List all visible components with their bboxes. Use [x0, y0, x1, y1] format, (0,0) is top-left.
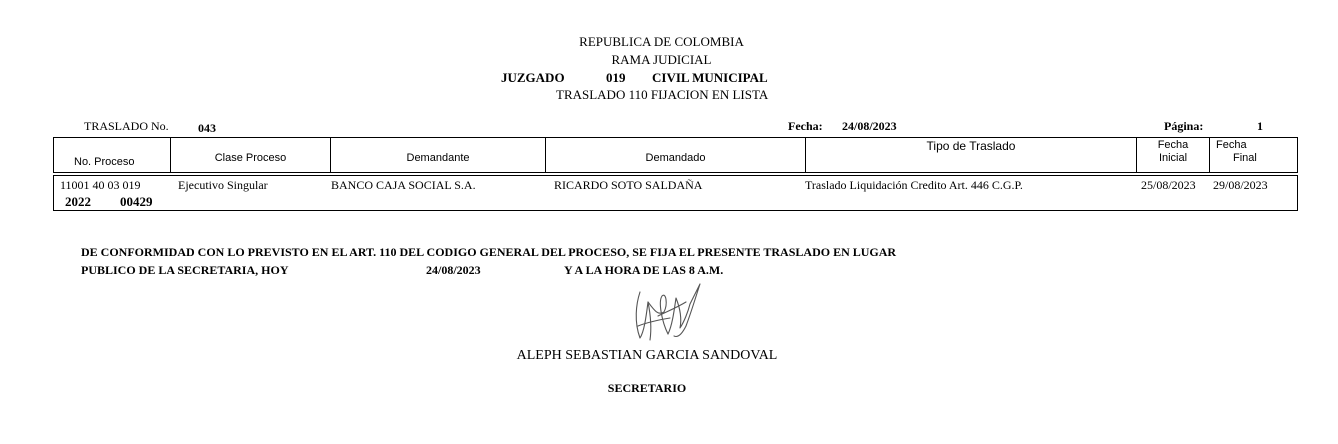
- cell-clase-proceso: Ejecutivo Singular: [178, 178, 268, 192]
- signature-image: [628, 282, 704, 344]
- notice-line-1: DE CONFORMIDAD CON LO PREVISTO EN EL ART. 110 DEL CODIGO GENERAL DEL PROCESO, SE FIJA EL PRESENTE TRASLADO EN LUGAR: [81, 245, 897, 259]
- column-header-demandado: Demandado: [645, 152, 706, 164]
- column-header-demandante: Demandante: [406, 152, 470, 164]
- traslado-number-value: 043: [198, 121, 216, 135]
- cell-fecha-final: 29/08/2023: [1213, 178, 1268, 192]
- signer-name: ALEPH SEBASTIAN GARCIA SANDOVAL: [516, 348, 778, 363]
- column-header-fecha-final-line2: Final: [1233, 152, 1257, 164]
- pagina-value: 1: [1257, 119, 1263, 133]
- notice-line-2-start: PUBLICO DE LA SECRETARIA, HOY: [81, 263, 289, 277]
- header-juzgado-type: CIVIL MUNICIPAL: [652, 70, 768, 85]
- cell-demandado: RICARDO SOTO SALDAÑA: [554, 178, 703, 192]
- cell-demandante: BANCO CAJA SOCIAL S.A.: [331, 178, 476, 192]
- cell-proceso-number: 00429: [120, 194, 153, 209]
- notice-date: 24/08/2023: [426, 263, 481, 277]
- notice-line-2-end: Y A LA HORA DE LAS 8 A.M.: [564, 263, 724, 277]
- column-header-clase-proceso: Clase Proceso: [214, 152, 287, 164]
- header-juzgado-number: 019: [606, 70, 626, 85]
- column-header-fecha-inicial-line1: Fecha: [1157, 139, 1189, 151]
- column-header-fecha-final-line1: Fecha: [1216, 139, 1247, 151]
- column-header-tipo-traslado: Tipo de Traslado: [926, 139, 1016, 153]
- fecha-value: 24/08/2023: [842, 119, 897, 133]
- cell-fecha-inicial: 25/08/2023: [1141, 178, 1196, 192]
- traslado-number-label: TRASLADO No.: [84, 119, 169, 133]
- cell-proceso-year: 2022: [65, 194, 91, 209]
- column-header-no-proceso: No. Proceso: [74, 156, 135, 168]
- cell-proceso-code: 11001 40 03 019: [60, 178, 141, 192]
- cell-tipo-traslado: Traslado Liquidación Credito Art. 446 C.G.P.: [805, 178, 1023, 192]
- fecha-label: Fecha:: [788, 119, 823, 133]
- header-juzgado-label: JUZGADO: [501, 70, 565, 85]
- header-branch: RAMA JUDICIAL: [611, 52, 712, 67]
- header-traslado-title: TRASLADO 110 FIJACION EN LISTA: [556, 87, 769, 102]
- pagina-label: Página:: [1164, 119, 1204, 133]
- signer-title: SECRETARIO: [607, 381, 687, 395]
- column-divider: [1209, 137, 1210, 173]
- column-header-fecha-inicial-line2: Inicial: [1158, 152, 1188, 164]
- header-country: REPUBLICA DE COLOMBIA: [579, 34, 744, 49]
